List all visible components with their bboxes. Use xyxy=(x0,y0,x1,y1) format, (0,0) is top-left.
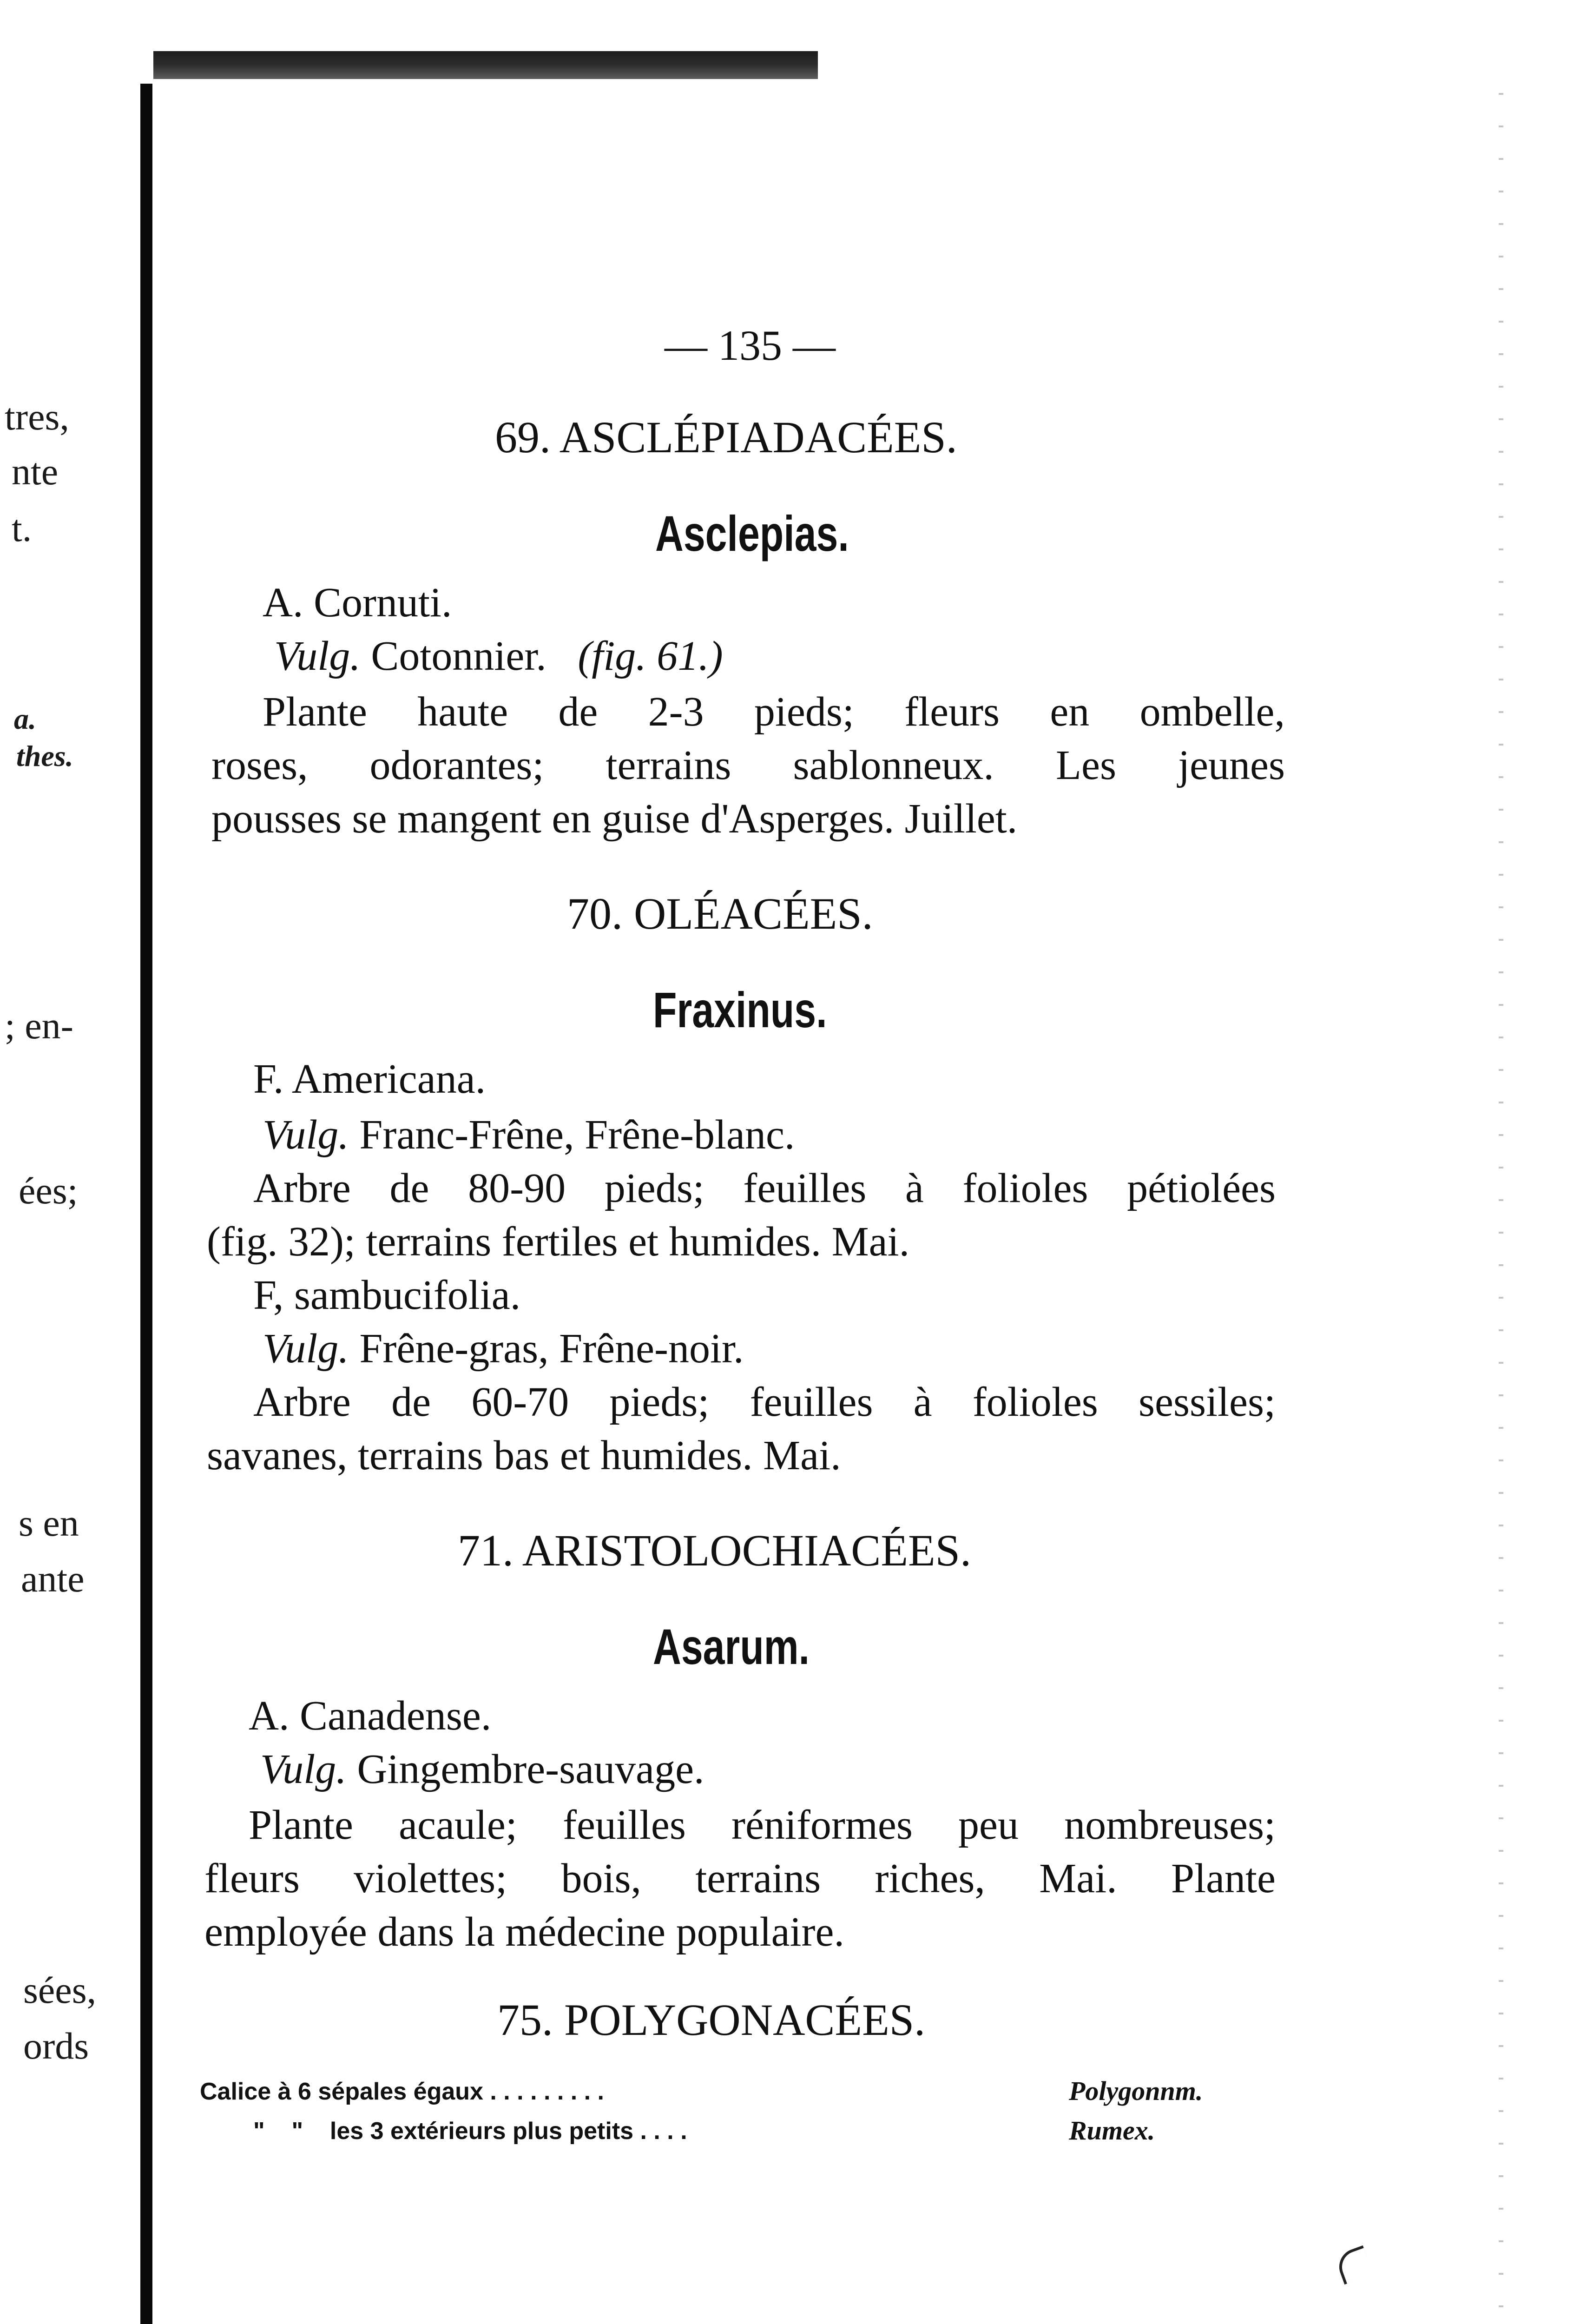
key-line-text: Calice à 6 sépales égaux . . . . . . . . . xyxy=(200,2078,604,2105)
description-line: Arbre de 80-90 pieds; feuilles à folioles pétiolées xyxy=(253,1165,1276,1211)
figure-reference: (fig. 61.) xyxy=(578,633,723,679)
margin-fragment: t. xyxy=(12,507,32,549)
vulg-label: Vulg. xyxy=(263,1326,349,1372)
key-line-result: Polygonnm. xyxy=(1069,2076,1203,2106)
species-name: F. Americana. xyxy=(253,1056,486,1102)
margin-fragment: ées; xyxy=(19,1169,78,1212)
description-line: pousses se mangent en guise d'Asperges. Juillet. xyxy=(211,796,1018,842)
vernacular-line xyxy=(263,1111,795,1159)
description-line: employée dans la médecine populaire. xyxy=(204,1909,844,1955)
margin-fragment: a. xyxy=(14,702,36,735)
vulg-label: Vulg. xyxy=(260,1746,347,1792)
family-heading: 75. POLYGONACÉES. xyxy=(497,1995,926,2045)
description-line: Plante haute de 2-3 pieds; fleurs en ombelle, xyxy=(263,689,1285,735)
vernacular-name: Cotonnier. xyxy=(371,633,546,679)
pencil-mark xyxy=(1334,2245,1374,2285)
description-line: Plante acaule; feuilles réniformes peu nombreuses; xyxy=(249,1802,1276,1848)
description-line: Arbre de 60-70 pieds; feuilles à folioles sessiles; xyxy=(253,1379,1276,1425)
vulg-label: Vulg. xyxy=(274,633,361,679)
species-name: A. Canadense. xyxy=(249,1693,492,1739)
margin-fragment: tres, xyxy=(5,396,69,438)
genus-heading: Asclepias. xyxy=(655,505,849,561)
vulg-label: Vulg. xyxy=(263,1112,349,1158)
description-line: (fig. 32); terrains fertiles et humides. Mai. xyxy=(207,1219,910,1265)
key-line-text: " " les 3 extérieurs plus petits . . . . xyxy=(253,2118,687,2145)
margin-fragment: ante xyxy=(21,1558,85,1600)
family-heading: 70. OLÉACÉES. xyxy=(567,889,873,938)
key-line-result: Rumex. xyxy=(1069,2115,1155,2146)
margin-fragment: s en xyxy=(19,1502,79,1544)
margin-fragment: ords xyxy=(23,2025,89,2067)
genus-heading: Fraxinus. xyxy=(653,982,827,1038)
species-name: F, sambucifolia. xyxy=(253,1272,521,1318)
vernacular-line xyxy=(274,632,723,680)
page-number: — 135 — xyxy=(665,322,836,369)
description-line: roses, odorantes; terrains sablonneux. Les jeunes xyxy=(211,742,1285,788)
vernacular-name: Gingembre-sauvage. xyxy=(357,1746,704,1792)
margin-fragment: nte xyxy=(12,450,59,493)
description-line: fleurs violettes; bois, terrains riches, Mai. Plante xyxy=(204,1855,1276,1901)
scan-speckle-right xyxy=(1499,93,1503,2324)
species-name: A. Cornuti. xyxy=(263,580,452,626)
margin-fragment: sées, xyxy=(23,1969,97,2011)
description-line: savanes, terrains bas et humides. Mai. xyxy=(207,1433,841,1479)
vernacular-line xyxy=(260,1745,704,1793)
margin-fragment: ; en- xyxy=(5,1004,73,1047)
vernacular-name: Franc-Frêne, Frêne-blanc. xyxy=(359,1112,795,1158)
scan-edge-top xyxy=(153,51,818,79)
family-heading: 71. ARISTOLOCHIACÉES. xyxy=(458,1525,971,1575)
vernacular-line xyxy=(263,1325,744,1373)
vernacular-name: Frêne-gras, Frêne-noir. xyxy=(359,1326,744,1372)
family-heading: 69. ASCLÉPIADACÉES. xyxy=(495,412,957,462)
genus-heading: Asarum. xyxy=(653,1618,810,1675)
margin-fragment: thes. xyxy=(16,739,73,772)
scan-gutter-rule xyxy=(140,84,152,2324)
